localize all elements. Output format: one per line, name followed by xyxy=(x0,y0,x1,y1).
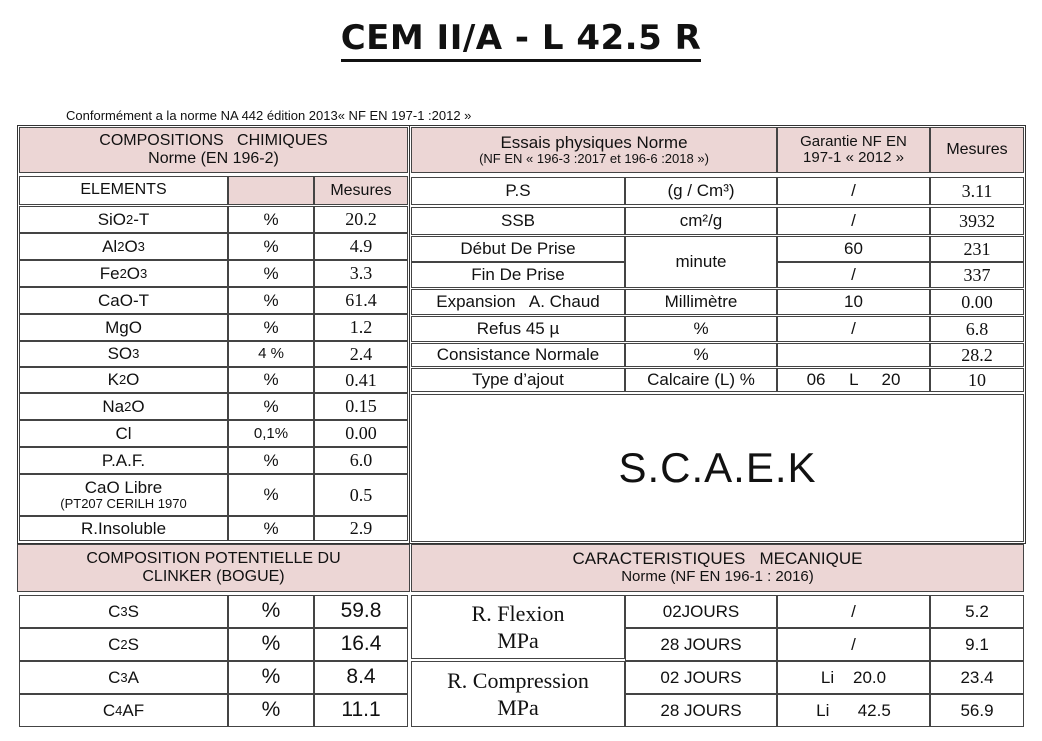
chem-element-method: (PT207 CERILH 1970 xyxy=(60,496,187,512)
chem-col-elements: ELEMENTS xyxy=(19,176,228,205)
bogue-phase-name: C 3 A xyxy=(19,661,228,694)
chem-value: 0.00 xyxy=(314,420,408,447)
phys-guarantee: 60 xyxy=(777,236,930,262)
bogue-unit: % xyxy=(228,661,314,694)
mech-age: 02JOURS xyxy=(625,595,777,628)
phys-header-title: Essais physiques Norme xyxy=(500,132,688,152)
chem-header-norm: Norme (EN 196-2) xyxy=(148,150,279,167)
bogue-header xyxy=(17,544,410,592)
phys-unit: cm²/g xyxy=(625,207,777,235)
mech-value: 23.4 xyxy=(930,661,1024,694)
chem-value: 61.4 xyxy=(314,287,408,314)
chem-unit: 0,1% xyxy=(228,420,314,447)
mech-limit: / xyxy=(777,595,930,628)
mech-age: 02 JOURS xyxy=(625,661,777,694)
mech-header-title: CARACTERISTIQUES MECANIQUE xyxy=(572,549,863,569)
phys-guarantee: 06 L 20 xyxy=(777,368,930,392)
mech-value: 9.1 xyxy=(930,628,1024,661)
phys-unit: % xyxy=(625,343,777,367)
mech-age: 28 JOURS xyxy=(625,694,777,727)
chem-value: 0.5 xyxy=(314,474,408,516)
chem-element-name: MgO xyxy=(19,314,228,341)
phys-value: 6.8 xyxy=(930,316,1024,342)
bogue-phase-name: C 4 AF xyxy=(19,694,228,727)
flexion-label-unit: MPa xyxy=(497,628,539,653)
phys-guarantee-header xyxy=(777,127,930,173)
chem-value: 0.41 xyxy=(314,367,408,393)
chem-header-title: COMPOSITIONS CHIMIQUES xyxy=(99,132,328,150)
chem-unit: % xyxy=(228,447,314,474)
mech-value: 5.2 xyxy=(930,595,1024,628)
phys-test-name: Début De Prise xyxy=(411,236,625,262)
chem-element-name: Al 2 O 3 xyxy=(19,233,228,260)
chem-unit: % xyxy=(228,233,314,260)
chem-unit: % xyxy=(228,474,314,516)
mech-limit: Li 20.0 xyxy=(777,661,930,694)
phys-unit: minute xyxy=(625,236,777,288)
chem-value: 2.9 xyxy=(314,516,408,541)
chem-unit: % xyxy=(228,393,314,420)
phys-guarantee: / xyxy=(777,316,930,342)
phys-test-name: Expansion A. Chaud xyxy=(411,289,625,315)
bogue-header-sub: CLINKER (BOGUE) xyxy=(142,568,285,585)
bogue-unit: % xyxy=(228,595,314,628)
chem-value: 20.2 xyxy=(314,206,408,233)
mech-header-norm: Norme (NF EN 196-1 : 2016) xyxy=(621,568,814,586)
phys-value: 0.00 xyxy=(930,289,1024,315)
chem-unit: % xyxy=(228,516,314,541)
phys-guarantee: / xyxy=(777,207,930,235)
chem-element-name: Na 2 O xyxy=(19,393,228,420)
chem-col-mesures: Mesures xyxy=(314,176,408,205)
chem-value: 0.15 xyxy=(314,393,408,420)
phys-test-name: Fin De Prise xyxy=(411,262,625,288)
chem-unit: % xyxy=(228,367,314,393)
phys-value: 10 xyxy=(930,368,1024,392)
chem-unit: 4 % xyxy=(228,341,314,367)
phys-unit: % xyxy=(625,316,777,342)
document-title: CEM II/A - L 42.5 R xyxy=(0,18,1042,58)
chem-unit: % xyxy=(228,287,314,314)
bogue-unit: % xyxy=(228,628,314,661)
conformity-note: Conformément a la norme NA 442 édition 2013« NF EN 197-1 :2012 » xyxy=(66,108,472,123)
phys-guarantee: / xyxy=(777,262,930,288)
phys-value: 3.11 xyxy=(930,177,1024,205)
chem-element-name: K 2 O xyxy=(19,367,228,393)
phys-value: 337 xyxy=(930,262,1024,288)
phys-unit: Calcaire (L) % xyxy=(625,368,777,392)
phys-header xyxy=(411,127,777,173)
company-stamp: S.C.A.E.K xyxy=(411,394,1024,542)
chem-element-name: R.Insoluble xyxy=(19,516,228,541)
phys-test-name: Type d’ajout xyxy=(411,368,625,392)
phys-header-norm: (NF EN « 196-3 :2017 et 196-6 :2018 ») xyxy=(479,151,709,167)
compression-label-text: R. Compression xyxy=(447,667,589,693)
bogue-phase-name: C 3 S xyxy=(19,595,228,628)
phys-test-name: SSB xyxy=(411,207,625,235)
flexion-label-text: R. Flexion xyxy=(471,600,565,626)
chem-element-name: SO 3 xyxy=(19,341,228,367)
bogue-unit: % xyxy=(228,694,314,727)
phys-unit: (g / Cm³) xyxy=(625,177,777,205)
phys-guarantee xyxy=(777,343,930,367)
flexion-label xyxy=(411,595,625,659)
chem-col-unit xyxy=(228,176,314,205)
compression-label xyxy=(411,661,625,727)
phys-test-name: Consistance Normale xyxy=(411,343,625,367)
phys-guarantee: 10 xyxy=(777,289,930,315)
chem-value: 6.0 xyxy=(314,447,408,474)
phys-mesures-header: Mesures xyxy=(930,127,1024,173)
chem-element-name-text: CaO Libre xyxy=(84,478,163,498)
bogue-value: 59.8 xyxy=(314,595,408,628)
chem-value: 3.3 xyxy=(314,260,408,287)
phys-guarantee-line1: Garantie NF EN xyxy=(800,132,907,150)
mech-age: 28 JOURS xyxy=(625,628,777,661)
chem-element-name: CaO-T xyxy=(19,287,228,314)
phys-value: 28.2 xyxy=(930,343,1024,367)
chem-element-name: SiO 2 -T xyxy=(19,206,228,233)
chem-header xyxy=(19,127,408,173)
bogue-header-title: COMPOSITION POTENTIELLE DU xyxy=(86,550,341,568)
bogue-value: 8.4 xyxy=(314,661,408,694)
phys-value: 3932 xyxy=(930,207,1024,235)
chem-value: 1.2 xyxy=(314,314,408,341)
bogue-value: 16.4 xyxy=(314,628,408,661)
phys-guarantee: / xyxy=(777,177,930,205)
bogue-value: 11.1 xyxy=(314,694,408,727)
phys-test-name: P.S xyxy=(411,177,625,205)
mech-header xyxy=(411,544,1024,592)
phys-unit: Millimètre xyxy=(625,289,777,315)
chem-element-name: Fe 2 O 3 xyxy=(19,260,228,287)
chem-unit: % xyxy=(228,260,314,287)
phys-guarantee-line2: 197-1 « 2012 » xyxy=(803,149,904,166)
chem-unit: % xyxy=(228,206,314,233)
chem-element-name: Cl xyxy=(19,420,228,447)
compression-label-unit: MPa xyxy=(497,695,539,720)
chem-value: 2.4 xyxy=(314,341,408,367)
chem-element-name: P.A.F. xyxy=(19,447,228,474)
phys-value: 231 xyxy=(930,236,1024,262)
mech-limit: / xyxy=(777,628,930,661)
chem-unit: % xyxy=(228,314,314,341)
chem-element-name xyxy=(19,474,228,516)
bogue-phase-name: C 2 S xyxy=(19,628,228,661)
phys-test-name: Refus 45 µ xyxy=(411,316,625,342)
chem-value: 4.9 xyxy=(314,233,408,260)
mech-limit: Li 42.5 xyxy=(777,694,930,727)
mech-value: 56.9 xyxy=(930,694,1024,727)
